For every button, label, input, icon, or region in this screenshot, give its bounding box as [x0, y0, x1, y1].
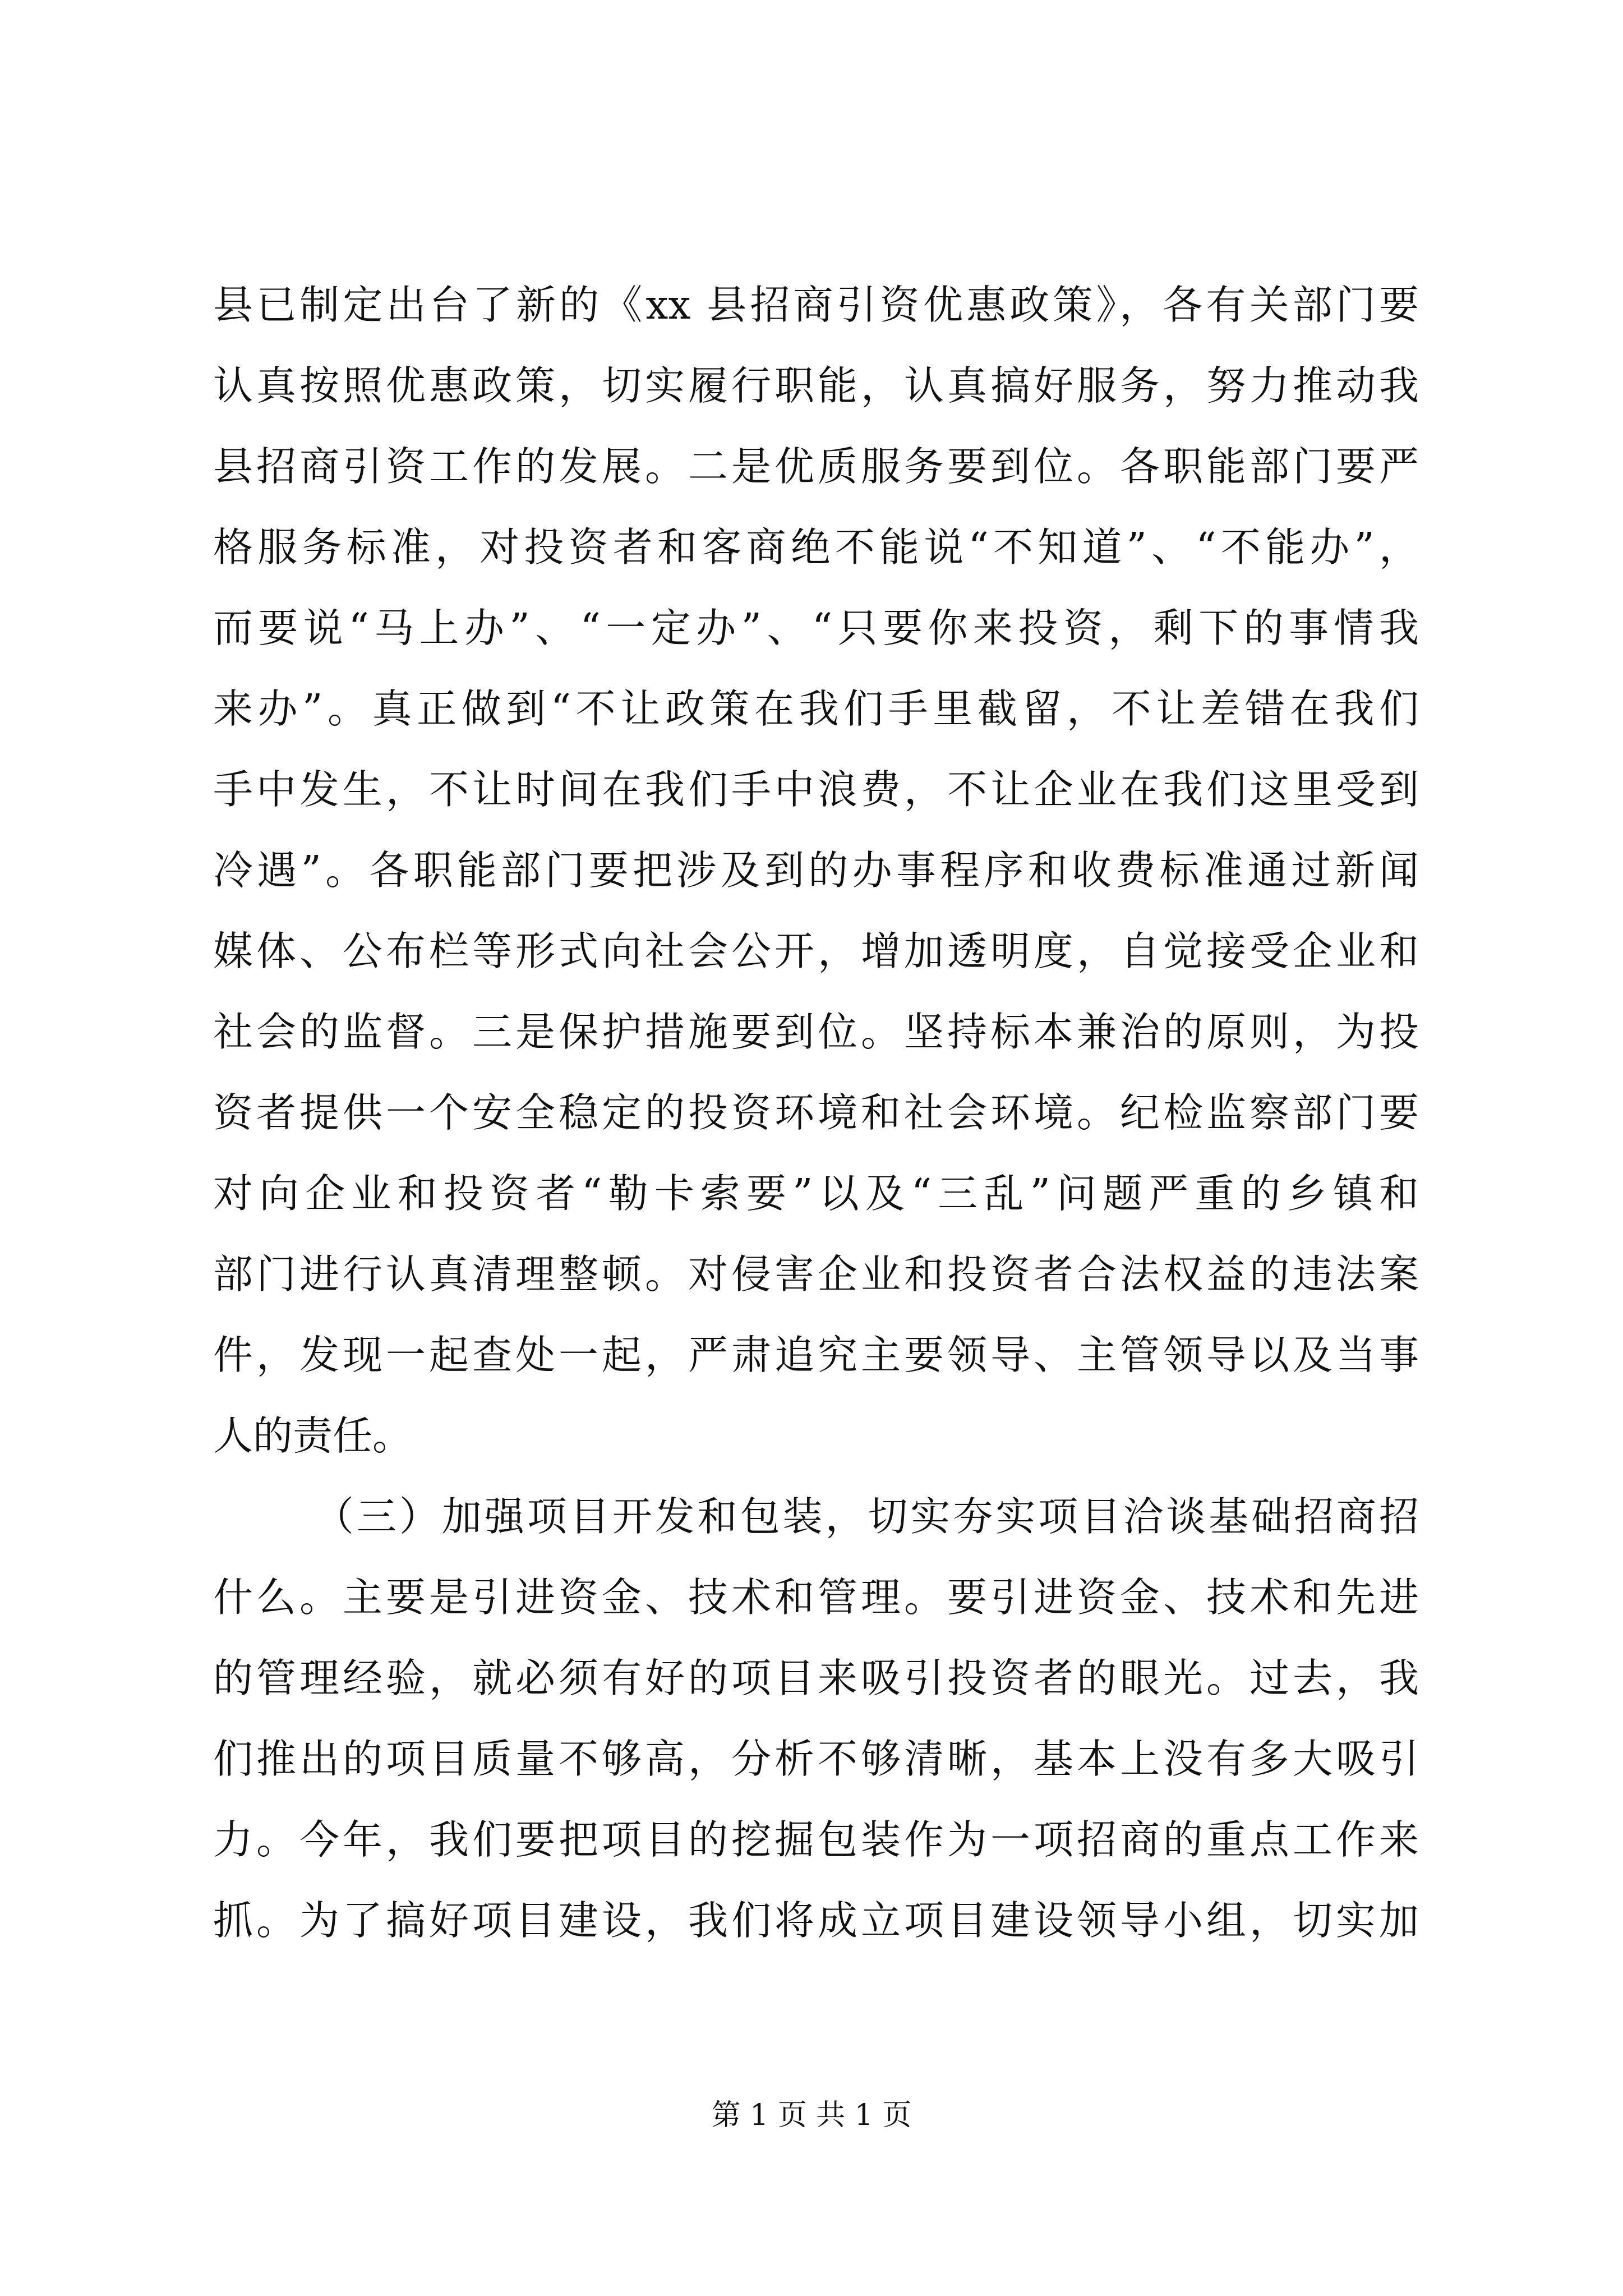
text-line: 抓。为了搞好项目建设，我们将成立项目建设领导小组，切实加 — [213, 1897, 1419, 1944]
text-line: 县已制定出台了新的《xx 县招商引资优惠政策》，各有关部门要 — [213, 282, 1419, 328]
text-line: 们推出的项目质量不够高，分析不够清晰，基本上没有多大吸引 — [213, 1736, 1419, 1782]
text-line: 力。今年，我们要把项目的挖掘包装作为一项招商的重点工作来 — [213, 1816, 1419, 1863]
text-line: 件，发现一起查处一起，严肃追究主要领导、主管领导以及当事 — [213, 1332, 1419, 1378]
text-line: 认真按照优惠政策，切实履行职能，认真搞好服务，努力推动我 — [213, 362, 1419, 409]
text-line: 对向企业和投资者“勒卡索要”以及“三乱”问题严重的乡镇和 — [213, 1170, 1419, 1217]
text-line: 社会的监督。三是保护措施要到位。坚持标本兼治的原则，为投 — [213, 1009, 1419, 1055]
text-line: 县招商引资工作的发展。二是优质服务要到位。各职能部门要严 — [213, 443, 1419, 490]
text-line: 而要说“马上办”、“一定办”、“只要你来投资，剩下的事情我 — [213, 605, 1419, 651]
text-line: 什么。主要是引进资金、技术和管理。要引进资金、技术和先进 — [213, 1574, 1419, 1621]
text-line: 来办”。真正做到“不让政策在我们手里截留，不让差错在我们 — [213, 685, 1419, 732]
text-line-section-heading: （三）加强项目开发和包装，切实夯实项目洽谈基础招商招 — [314, 1493, 1419, 1540]
text-line: 资者提供一个安全稳定的投资环境和社会环境。纪检监察部门要 — [213, 1089, 1419, 1136]
text-line: 格服务标准，对投资者和客商绝不能说“不知道”、“不能办”， — [213, 524, 1419, 570]
text-line: 的管理经验，就必须有好的项目来吸引投资者的眼光。过去，我 — [213, 1655, 1419, 1701]
text-line: 媒体、公布栏等形式向社会公开，增加透明度，自觉接受企业和 — [213, 928, 1419, 974]
text-line: 冷遇”。各职能部门要把涉及到的办事程序和收费标准通过新闻 — [213, 847, 1419, 894]
text-line: 部门进行认真清理整顿。对侵害企业和投资者合法权益的违法案 — [213, 1251, 1419, 1297]
page-number-footer: 第 1 页 共 1 页 — [711, 2099, 912, 2132]
text-line: 手中发生，不让时间在我们手中浪费，不让企业在我们这里受到 — [213, 766, 1419, 813]
document-body — [213, 265, 1419, 1961]
text-line-paragraph-end: 人的责任。 — [213, 1412, 413, 1459]
